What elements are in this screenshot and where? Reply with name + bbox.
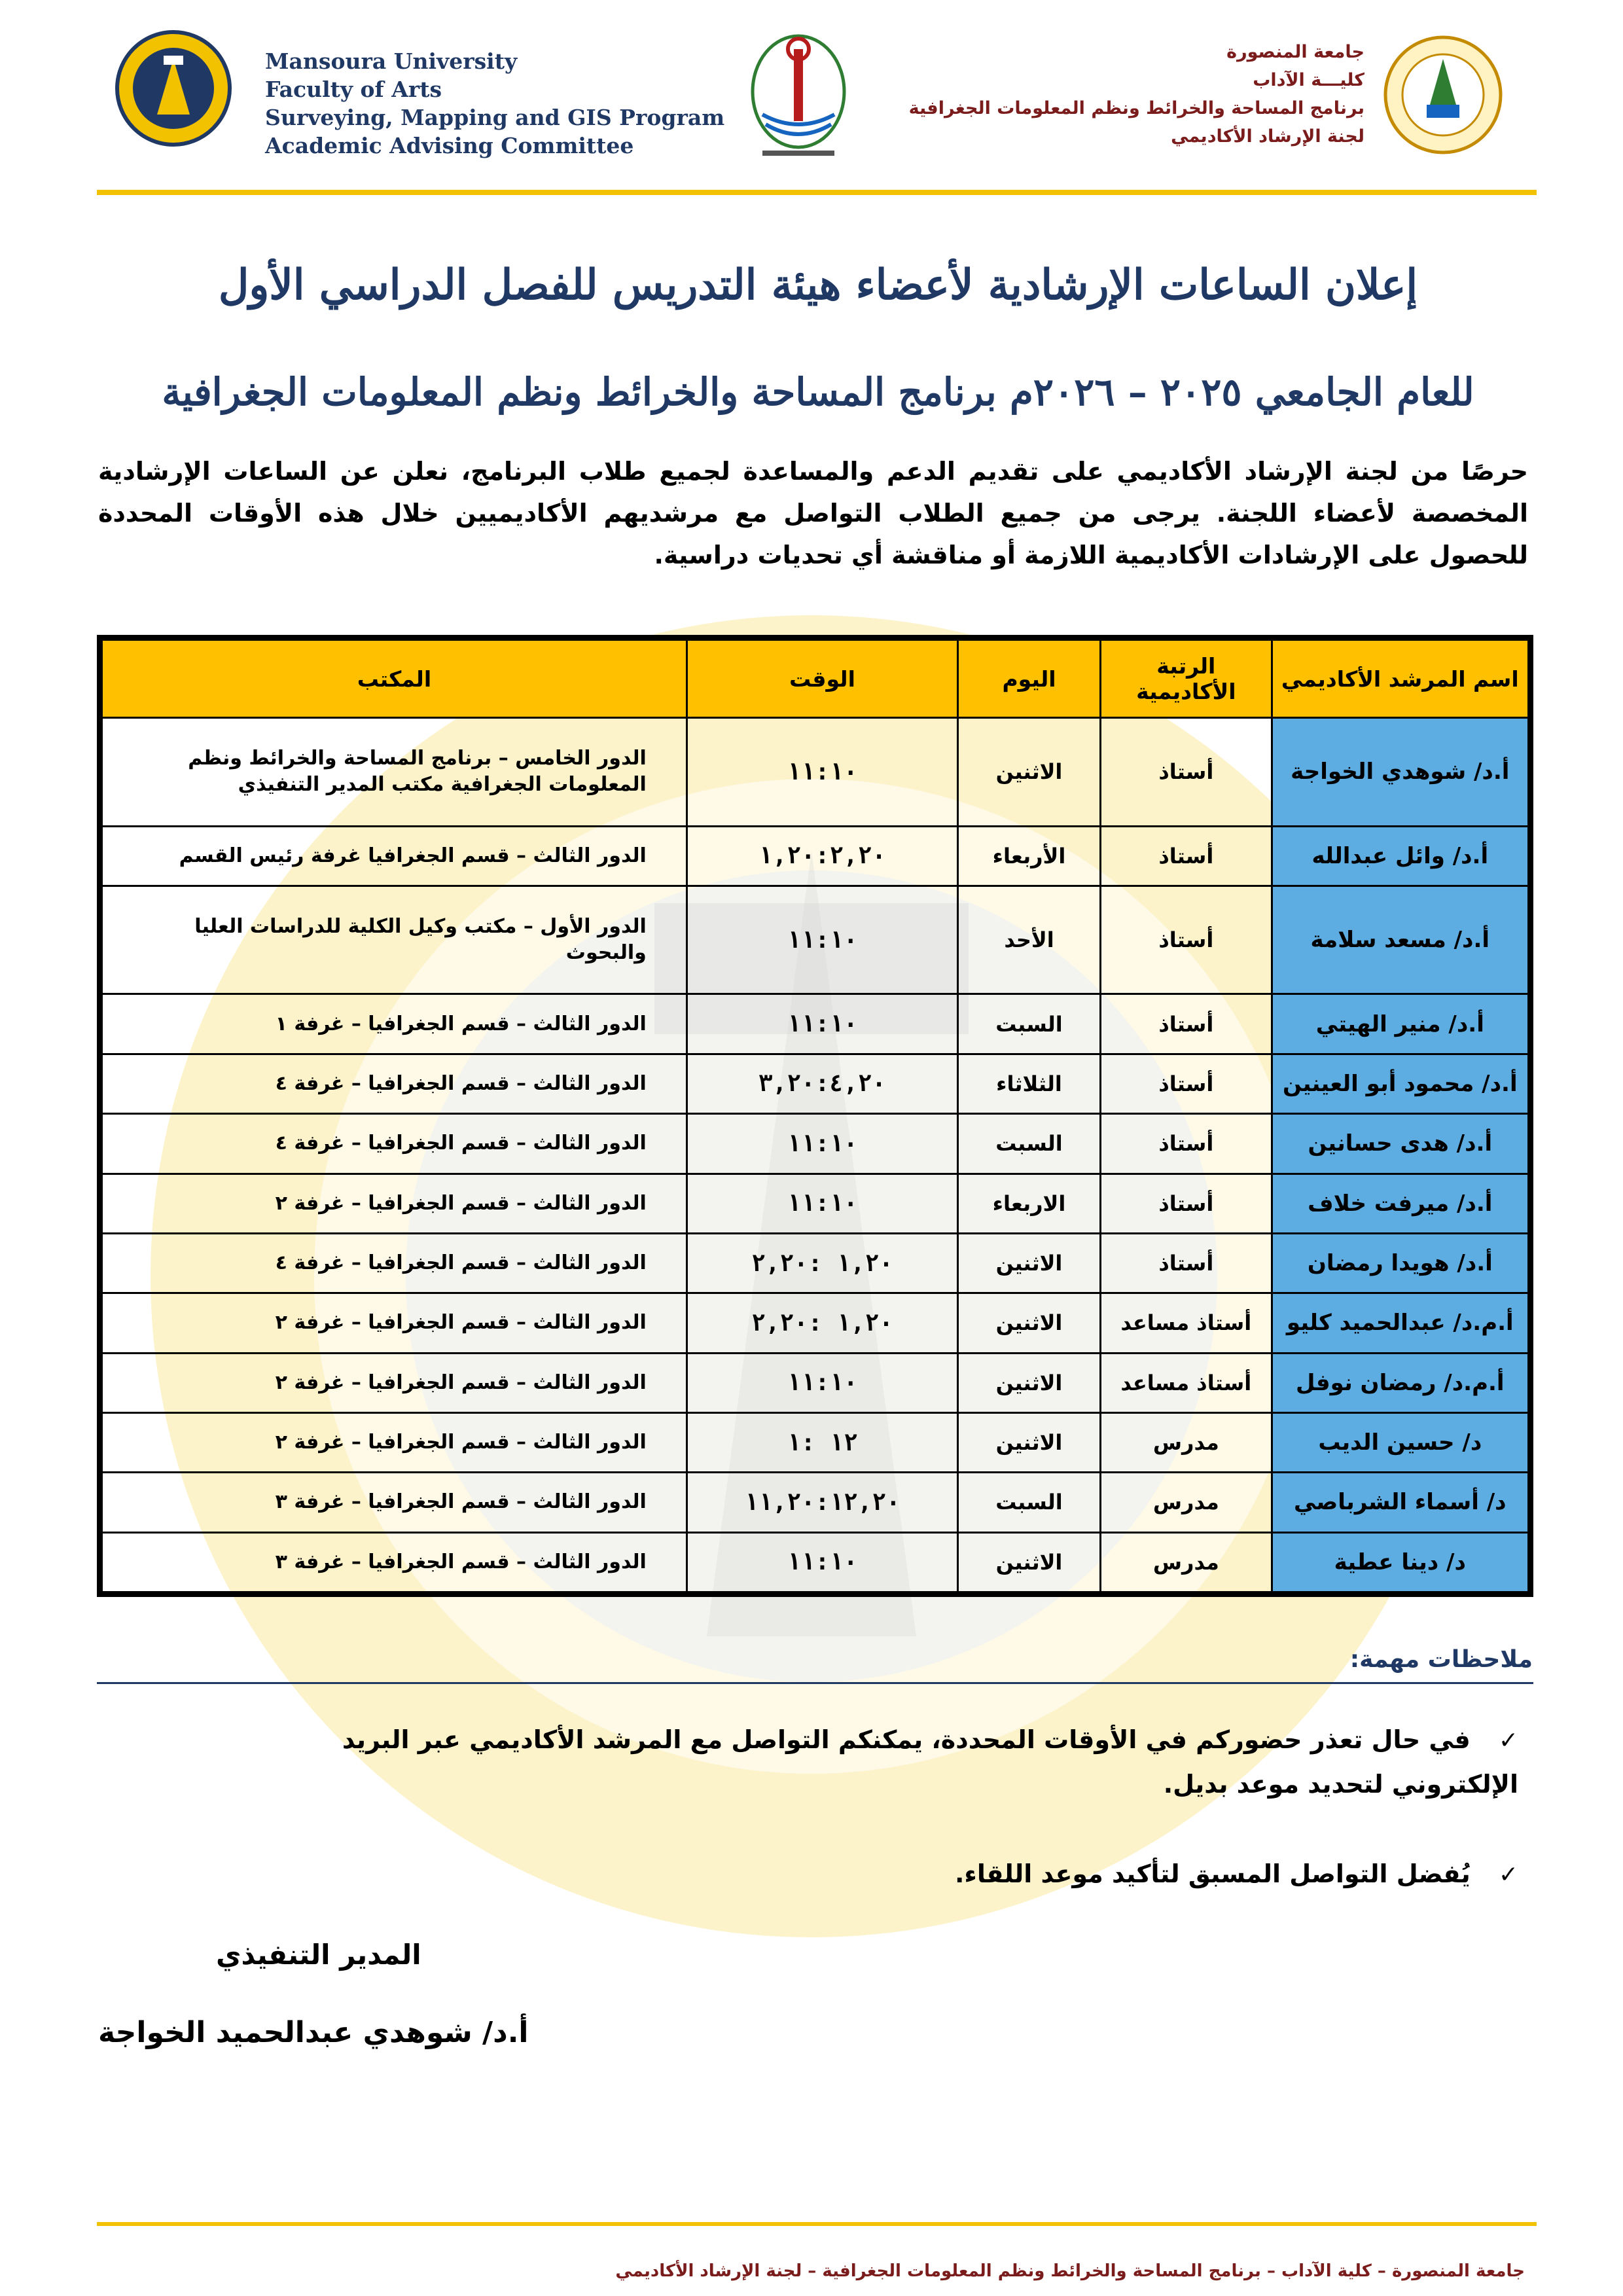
table-body: [102, 718, 1529, 1592]
table-row: [102, 886, 1529, 994]
header-english: [265, 47, 762, 160]
time-cell: ١١:١٠: [687, 1532, 957, 1592]
office-cell: الدور الثالث – قسم الجغرافيا – غرفة ٢: [102, 1353, 687, 1412]
day-cell: السبت: [958, 994, 1101, 1054]
table-row: [102, 994, 1529, 1054]
rank-cell: أستاذ مساعد: [1101, 1293, 1272, 1353]
day-cell: الاثنين: [958, 1532, 1101, 1592]
page-footer: جامعة المنصورة – كلية الآداب – برنامج المساحة والخرائط ونظم المعلومات الجغرافية – لجنة الإرشاد الأكاديمي: [615, 2261, 1525, 2281]
header-en-line: Faculty of Arts: [265, 77, 442, 102]
header-office: المكتب: [102, 640, 687, 718]
note-text: يُفضل التواصل المسبق لتأكيد موعد اللقاء.: [954, 1859, 1471, 1888]
header-en-line: Surveying, Mapping and GIS Program: [265, 105, 725, 130]
time-cell: ١,٢٠:٢,٢٠: [687, 826, 957, 886]
advisor-name-cell: أ.د/ شوهدي الخواجة: [1272, 718, 1528, 827]
day-cell: الاثنين: [958, 1233, 1101, 1293]
note-text: في حال تعذر حضوركم في الأوقات المحددة، يمكنكم التواصل مع المرشد الأكاديمي عبر البريد الإلكتروني لتحديد موعد بديل.: [342, 1725, 1518, 1799]
table-row: [102, 826, 1529, 886]
rank-cell: مدرس: [1101, 1473, 1272, 1532]
table-row: [102, 1353, 1529, 1412]
office-cell: الدور الثالث – قسم الجغرافيا غرفة رئيس القسم: [102, 826, 687, 886]
check-icon: ✓: [1498, 1727, 1518, 1754]
table-row: [102, 718, 1529, 827]
surveying-gis-logo: [115, 29, 232, 147]
mansoura-university-logo: [1381, 33, 1505, 157]
office-cell: الدور الثالث – قسم الجغرافيا – غرفة ٣: [102, 1532, 687, 1592]
header-divider: [97, 190, 1537, 195]
header-day: اليوم: [958, 640, 1101, 718]
rank-cell: أستاذ مساعد: [1101, 1353, 1272, 1412]
rank-cell: أستاذ: [1101, 826, 1272, 886]
table-row: [102, 1532, 1529, 1592]
day-cell: الاربعاء: [958, 1174, 1101, 1233]
advisor-name-cell: أ.د/ وائل عبدالله: [1272, 826, 1528, 886]
day-cell: الاثنين: [958, 1412, 1101, 1472]
time-cell: ١١:١٠: [687, 718, 957, 827]
schedule-table: [101, 639, 1529, 1593]
page-subtitle: للعام الجامعي ٢٠٢٥ – ٢٠٢٦م برنامج المساحة والخرائط ونظم المعلومات الجغرافية: [162, 370, 1474, 414]
office-cell: الدور الثالث – قسم الجغرافيا – غرفة ٢: [102, 1293, 687, 1353]
time-cell: ١,٢٠ :٢,٢٠: [687, 1293, 957, 1353]
time-cell: ٣,٢٠:٤,٢٠: [687, 1054, 957, 1113]
day-cell: الثلاثاء: [958, 1054, 1101, 1113]
rank-cell: أستاذ: [1101, 1233, 1272, 1293]
intro-paragraph: حرصًا من لجنة الإرشاد الأكاديمي على تقديم الدعم والمساعدة لجميع طلاب البرنامج، نعلن عن الساعات الإرشادية المخصصة لأعضاء اللجنة. يرجى من جميع الطلاب التواصل مع مرشديهم الأكاديميين خلال هذه الأوقات المحددة للحصول على الإرشادات الأكاديمية اللازمة أو مناقشة أي تحديات دراسية.: [98, 457, 1528, 569]
office-cell: الدور الثالث – قسم الجغرافيا – غرفة ٤: [102, 1054, 687, 1113]
rank-cell: أستاذ: [1101, 994, 1272, 1054]
table-row: [102, 1054, 1529, 1113]
time-cell: ١١:١٠: [687, 1353, 957, 1412]
office-cell: الدور الأول – مكتب وكيل الكلية للدراسات العليا والبحوث: [102, 886, 687, 994]
office-cell: الدور الثالث – قسم الجغرافيا – غرفة ٤: [102, 1233, 687, 1293]
header-rank: الرتبة الأكاديمية: [1101, 640, 1272, 718]
advising-hours-table: [97, 635, 1533, 1597]
header-ar-line: جامعة المنصورة: [1226, 42, 1364, 62]
header-ar-line: برنامج المساحة والخرائط ونظم المعلومات الجغرافية: [908, 98, 1364, 118]
office-cell: الدور الثالث – قسم الجغرافيا – غرفة ٢: [102, 1174, 687, 1233]
rank-cell: أستاذ: [1101, 718, 1272, 827]
advisor-name-cell: أ.د/ مسعد سلامة: [1272, 886, 1528, 994]
advisor-name-cell: أ.د/ ميرفت خلاف: [1272, 1174, 1528, 1233]
advisor-name-cell: أ.د/ هدى حسانين: [1272, 1114, 1528, 1174]
office-cell: الدور الثالث – قسم الجغرافيا – غرفة ١: [102, 994, 687, 1054]
header-en-line: Academic Advising Committee: [265, 133, 634, 158]
table-row: [102, 1293, 1529, 1353]
table-row: [102, 1412, 1529, 1472]
header-ar-line: لجنة الإرشاد الأكاديمي: [1171, 126, 1364, 147]
check-icon: ✓: [1498, 1861, 1518, 1888]
time-cell: ١١:١٠: [687, 1114, 957, 1174]
time-cell: ١١:١٠: [687, 994, 957, 1054]
table-header-row: [102, 640, 1529, 718]
table-row: [102, 1174, 1529, 1233]
note-item: [209, 1852, 1518, 1897]
footer-divider: [97, 2222, 1537, 2226]
rank-cell: أستاذ: [1101, 1114, 1272, 1174]
rank-cell: مدرس: [1101, 1412, 1272, 1472]
time-cell: ١٢ :١: [687, 1412, 957, 1472]
advisor-name-cell: د/ أسماء الشرباصي: [1272, 1473, 1528, 1532]
day-cell: الاثنين: [958, 1353, 1101, 1412]
header-ar-line: كليـــة الآداب: [1253, 70, 1364, 90]
office-cell: الدور الخامس – برنامج المساحة والخرائط ونظم المعلومات الجغرافية مكتب المدير التنفيذي: [102, 718, 687, 827]
day-cell: السبت: [958, 1114, 1101, 1174]
day-cell: السبت: [958, 1473, 1101, 1532]
time-cell: ١,٢٠ :٢,٢٠: [687, 1233, 957, 1293]
table-row: [102, 1233, 1529, 1293]
day-cell: الأحد: [958, 886, 1101, 994]
time-cell: ١١,٢٠:١٢,٢٠: [687, 1473, 957, 1532]
page-title: إعلان الساعات الإرشادية لأعضاء هيئة التدريس للفصل الدراسي الأول: [218, 260, 1418, 310]
header-en-line: Mansoura University: [265, 48, 518, 74]
advisor-name-cell: أ.م.د/ رمضان نوفل: [1272, 1353, 1528, 1412]
rank-cell: أستاذ: [1101, 1054, 1272, 1113]
advisor-name-cell: أ.م.د/ عبدالحميد كليو: [1272, 1293, 1528, 1353]
advisor-name-cell: أ.د/ محمود أبو العينين: [1272, 1054, 1528, 1113]
office-cell: الدور الثالث – قسم الجغرافيا – غرفة ٢: [102, 1412, 687, 1472]
notes-underline: [97, 1682, 1533, 1684]
office-cell: الدور الثالث – قسم الجغرافيا – غرفة ٣: [102, 1473, 687, 1532]
table-row: [102, 1114, 1529, 1174]
header-time: الوقت: [687, 640, 957, 718]
office-cell: الدور الثالث – قسم الجغرافيا – غرفة ٤: [102, 1114, 687, 1174]
advisor-name-cell: د/ دينا عطية: [1272, 1532, 1528, 1592]
note-item: [209, 1718, 1518, 1806]
signature-name: أ.د/ شوهدي عبدالحميد الخواجة: [98, 2016, 529, 2049]
rank-cell: مدرس: [1101, 1532, 1272, 1592]
advisor-name-cell: د/ حسين الديب: [1272, 1412, 1528, 1472]
advisor-name-cell: أ.د/ هويدا رمضان: [1272, 1233, 1528, 1293]
signature-title: المدير التنفيذي: [216, 1939, 421, 1971]
time-cell: ١١:١٠: [687, 1174, 957, 1233]
advisor-name-cell: أ.د/ منير الهيتي: [1272, 994, 1528, 1054]
day-cell: الاثنين: [958, 718, 1101, 827]
header-name: اسم المرشد الأكاديمي: [1272, 640, 1528, 718]
time-cell: ١١:١٠: [687, 886, 957, 994]
header-arabic: [776, 38, 1364, 151]
rank-cell: أستاذ: [1101, 886, 1272, 994]
rank-cell: أستاذ: [1101, 1174, 1272, 1233]
notes-heading: ملاحظات مهمة:: [1349, 1646, 1533, 1673]
day-cell: الأربعاء: [958, 826, 1101, 886]
day-cell: الاثنين: [958, 1293, 1101, 1353]
table-row: [102, 1473, 1529, 1532]
